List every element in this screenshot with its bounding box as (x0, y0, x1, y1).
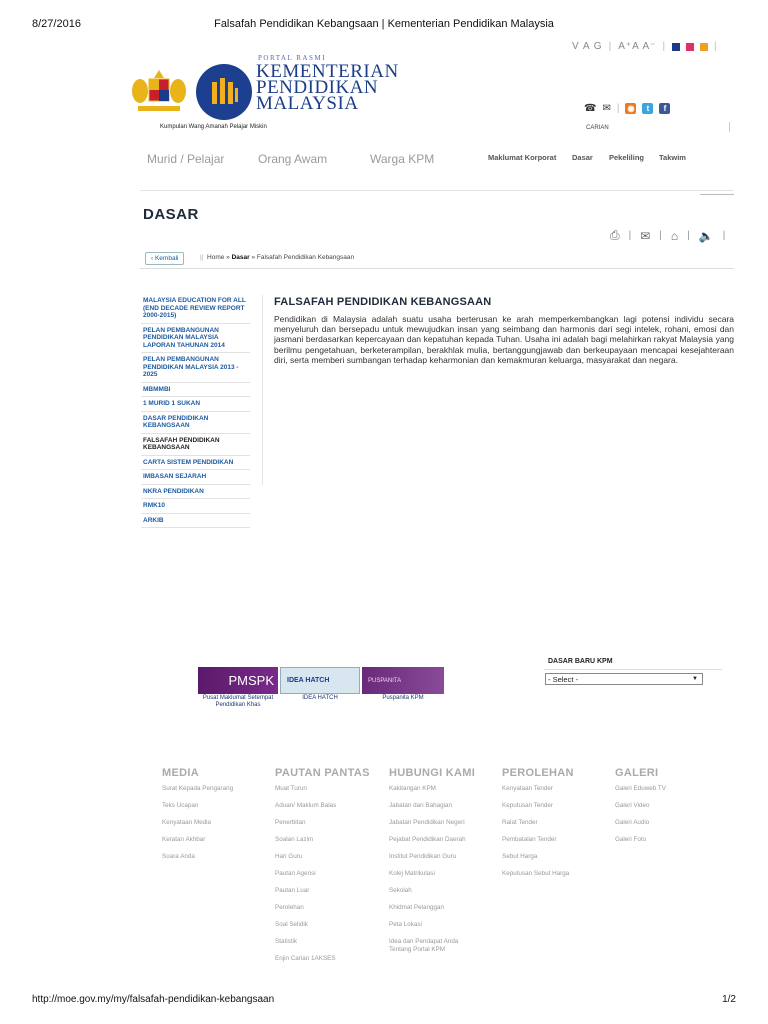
sidebar-item[interactable]: IMBASAN SEJARAH (141, 470, 250, 485)
footer-link[interactable]: Pautan Luar (275, 887, 310, 894)
footer-link[interactable]: Kolej Matrikulasi (389, 870, 435, 877)
mail-icon[interactable]: ✉ (602, 103, 611, 114)
footer-link[interactable]: Hari Guru (275, 853, 303, 860)
footer-link[interactable]: Keputusan Sebut Harga (502, 870, 570, 877)
footer-pautan-pantas (275, 767, 383, 972)
idea-hatch-banner[interactable] (280, 667, 360, 701)
footer-link[interactable]: Muat Turun (275, 785, 307, 792)
footer-heading: MEDIA (162, 767, 199, 779)
breadcrumb-home[interactable]: Home (207, 254, 225, 261)
phone-icon[interactable]: ☎ (584, 103, 597, 114)
theme-blue-swatch[interactable] (672, 43, 680, 51)
footer-link[interactable]: Enjin Carian 1AKSES (275, 955, 336, 962)
dasar-baru-select-value: - Select - (548, 674, 579, 684)
theme-orange-swatch[interactable] (700, 43, 708, 51)
ministry-wordmark[interactable] (256, 61, 399, 114)
footer-link[interactable]: Penerbitan (275, 819, 306, 826)
kwapm-link[interactable]: Kumpulan Wang Amanah Pelajar Miskin (160, 124, 267, 130)
breadcrumb: || Home » Dasar » Falsafah Pendidikan Kebangsaan (200, 254, 355, 261)
footer-link[interactable]: Kenyataan Tender (502, 785, 553, 792)
search-label[interactable]: CARIAN (586, 125, 609, 131)
email-icon[interactable]: ✉ (640, 228, 651, 243)
sidebar-item[interactable]: NKRA PENDIDIKAN (141, 485, 250, 500)
search-divider (729, 122, 730, 132)
font-size-controls[interactable]: A⁺A A⁻ (618, 41, 657, 52)
back-button[interactable]: ‹ Kembali (145, 252, 184, 265)
breadcrumb-current: Falsafah Pendidikan Kebangsaan (256, 254, 355, 261)
breadcrumb-divider (140, 268, 734, 269)
footer-link[interactable]: Aduan/ Maklum Balas (275, 802, 337, 809)
footer-link[interactable]: Jabatan dan Bahagian (389, 802, 453, 809)
ministry-line-3: MALAYSIA (256, 93, 359, 114)
print-url: http://moe.gov.my/my/falsafah-pendidikan-kebangsaan (32, 994, 275, 1005)
page-title: DASAR (143, 206, 199, 223)
print-page-number: 1/2 (722, 994, 736, 1005)
pmspk-banner-image: PMSPK (198, 667, 278, 694)
audio-icon[interactable]: 🔈 (698, 228, 714, 243)
content-divider (262, 295, 263, 485)
sidebar-item[interactable]: MALAYSIA EDUCATION FOR ALL (END DECADE REVIEW REPORT 2000-2015) (141, 294, 250, 324)
footer-heading: PEROLEHAN (502, 767, 574, 779)
footer-link[interactable]: Kenyataan Media (162, 819, 212, 826)
portal-label: PORTAL RASMI (258, 54, 326, 62)
page-tools: ⎙ | ✉ | ⌂ | 🔈 | (610, 228, 726, 243)
footer-media (162, 767, 267, 870)
puspanita-caption: Puspanita KPM (382, 695, 424, 701)
sidebar-item[interactable]: MBMMBI (141, 383, 250, 398)
twitter-icon[interactable]: t (642, 103, 653, 114)
nav-murid-pelajar[interactable]: Murid / Pelajar (147, 152, 225, 166)
sidebar-item-active[interactable]: FALSAFAH PENDIDIKAN KEBANGSAAN (141, 434, 250, 456)
footer-link[interactable]: Pembatalan Tender (502, 836, 557, 843)
vag-toggle[interactable]: V A G (572, 41, 603, 52)
sidebar-menu (141, 294, 250, 528)
nav-orang-awam[interactable]: Orang Awam (258, 152, 328, 166)
footer-link[interactable]: Soal Selidik (275, 921, 308, 928)
footer-link[interactable]: Galeri Eduweb TV (615, 785, 666, 792)
footer-link[interactable]: Galeri Audio (615, 819, 650, 826)
footer-link[interactable]: Soalan Lazim (275, 836, 314, 843)
footer-link[interactable]: Kakitangan KPM (389, 785, 436, 792)
footer-link[interactable]: Surat Kepada Pengarang (162, 785, 234, 792)
chevron-down-icon: ▼ (692, 676, 698, 682)
sidebar-item[interactable]: PELAN PEMBANGUNAN PENDIDIKAN MALAYSIA 2013 - 2025 (141, 353, 250, 383)
sidebar-item[interactable]: CARTA SISTEM PENDIDIKAN (141, 456, 250, 471)
breadcrumb-dasar[interactable]: Dasar (231, 254, 250, 261)
kpm-emblem-logo[interactable] (196, 64, 252, 120)
print-icon[interactable]: ⎙ (610, 228, 620, 242)
article-body: Pendidikan di Malaysia adalah suatu usaha berterusan ke arah memperkembangkan lagi potensi individu secara menyeluruh dan bersepadu untuk mewujudkan insan yang seimbang dan harmonis dari segi intelek, rohani, emosi dan jasmani berdasarkan kepercayaan dan kepatuhan kepada Tuhan. Usaha ini adalah bagi melahirkan rakyat Malaysia yang berilmu pengetahuan, berketerampilan, berakhlak mulia, bertanggungjawab dan berkeupayaan mencapai kesejahteraan diri, serta memberi sumbangan terhadap keharmonian dan kemakmuran keluarga, masyarakat dan negara. (274, 314, 734, 365)
footer-link[interactable]: Peta Lokasi (389, 921, 422, 928)
footer-link[interactable]: Keputusan Tender (502, 802, 553, 809)
footer-link[interactable]: Pejabat Pendidikan Daerah (389, 836, 466, 843)
footer-link[interactable]: Sekolah (389, 887, 412, 894)
footer-link[interactable]: Perolehan (275, 904, 304, 911)
footer-link[interactable]: Pautan Agensi (275, 870, 316, 877)
sidebar-item[interactable]: DASAR PENDIDIKAN KEBANGSAAN (141, 412, 250, 434)
footer-link[interactable]: Suara Anda (162, 853, 195, 860)
puspanita-banner-image: PUSPANITA (362, 667, 444, 694)
nav-divider-accent (700, 194, 734, 195)
pmspk-caption: Pusat Maklumat Setempat Pendidikan Khas (202, 695, 274, 708)
footer-link[interactable]: Keratan Akhbar (162, 836, 206, 843)
sidebar-item[interactable]: ARKIB (141, 514, 250, 529)
nav-warga-kpm[interactable]: Warga KPM (370, 152, 435, 166)
nav-maklumat-korporat[interactable]: Maklumat Korporat (488, 153, 557, 162)
facebook-icon[interactable]: f (659, 103, 670, 114)
nav-divider (140, 190, 734, 191)
accessibility-toolbar: V A G | A⁺A A⁻ | | (572, 41, 718, 52)
dasar-baru-select[interactable] (545, 673, 703, 685)
footer-hubungi-kami (389, 767, 495, 958)
nav-dasar[interactable]: Dasar (572, 153, 593, 162)
idea-hatch-banner-image: IDEA HATCH (280, 667, 360, 694)
footer-link[interactable]: Jabatan Pendidikan Negeri (389, 819, 465, 826)
dasar-baru-title: DASAR BARU KPM (548, 658, 613, 665)
sidebar-item[interactable]: PELAN PEMBANGUNAN PENDIDIKAN MALAYSIA LAPORAN TAHUNAN 2014 (141, 324, 250, 354)
print-title: Falsafah Pendidikan Kebangsaan | Kementerian Pendidikan Malaysia (214, 18, 554, 30)
printer-friendly-icon[interactable]: ⌂ (670, 228, 679, 243)
ministry-line-2: PENDIDIKAN (256, 77, 379, 98)
footer-link[interactable]: Teks Ucapan (162, 802, 199, 809)
footer-perolehan (502, 767, 608, 887)
footer-heading: GALERI (615, 767, 659, 779)
idea-hatch-caption: IDEA HATCH (302, 695, 338, 701)
nav-takwim[interactable]: Takwim (659, 153, 686, 162)
sidebar-item[interactable]: RMK10 (141, 499, 250, 514)
footer-link[interactable]: Ralat Tender (502, 819, 538, 826)
footer-link[interactable]: Sebut Harga (502, 853, 538, 860)
nav-pekeliling[interactable]: Pekeliling (609, 153, 645, 162)
puspanita-banner[interactable] (362, 667, 444, 701)
footer-link[interactable]: Khidmat Pelanggan (389, 904, 444, 911)
footer-link[interactable]: Galeri Video (615, 802, 650, 809)
pmspk-banner[interactable] (198, 667, 278, 708)
sidebar-item[interactable]: 1 MURID 1 SUKAN (141, 397, 250, 412)
footer-link[interactable]: Idea dan Pendapat Anda Tentang Portal KPM (389, 938, 459, 953)
footer-link[interactable]: Galeri Foto (615, 836, 647, 843)
footer-galeri (615, 767, 725, 853)
rss-icon[interactable]: ◉ (625, 103, 636, 114)
article-title: FALSAFAH PENDIDIKAN KEBANGSAAN (274, 296, 492, 308)
footer-link[interactable]: Statistik (275, 938, 298, 945)
dasar-baru-divider (544, 669, 722, 670)
footer-link[interactable]: Institut Pendidikan Guru (389, 853, 457, 860)
header-icon-row: ☎ ✉ | ◉ t f (584, 103, 670, 114)
theme-pink-swatch[interactable] (686, 43, 694, 51)
footer-heading: PAUTAN PANTAS (275, 767, 370, 779)
print-date: 8/27/2016 (32, 18, 81, 30)
coat-of-arms-logo[interactable] (130, 66, 188, 116)
footer-heading: HUBUNGI KAMI (389, 767, 476, 779)
ministry-line-1: KEMENTERIAN (256, 61, 399, 82)
